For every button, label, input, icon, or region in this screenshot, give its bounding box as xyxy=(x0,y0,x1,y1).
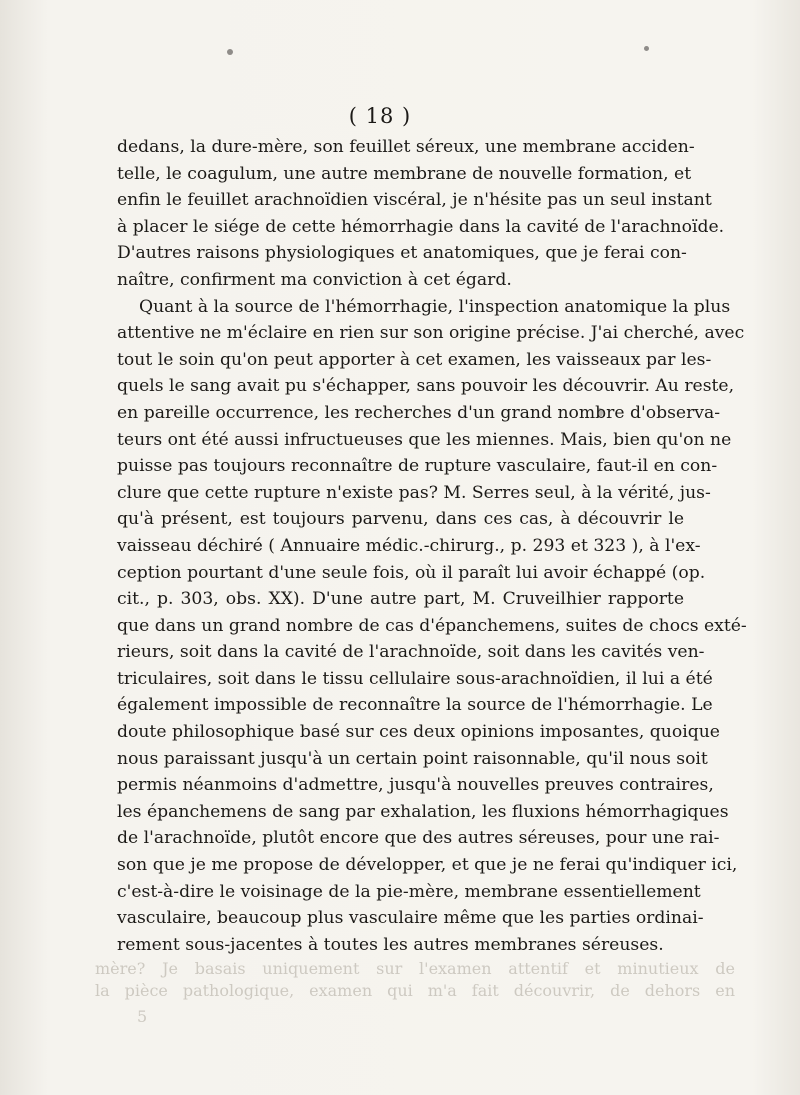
text-line: D'autres raisons physiologiques et anatomiques, que je ferai con- xyxy=(117,243,687,264)
text-line: rieurs, soit dans la cavité de l'arachnoïde, soit dans les cavités ven- xyxy=(117,642,705,663)
text-line: puisse pas toujours reconnaître de rupture vasculaire, faut-il en con- xyxy=(117,456,718,477)
text-line: les épanchemens de sang par exhalation, les fluxions hémorrhagiques xyxy=(117,801,729,822)
text-line: ception pourtant d'une seule fois, où il paraît lui avoir échappé (op. xyxy=(117,562,706,583)
bleed-through-line: la pièce pathologique, examen qui m'a fait découvrir, de dehors en xyxy=(95,981,735,1000)
text-line: que dans un grand nombre de cas d'épanchemens, suites de chocs exté- xyxy=(117,615,747,636)
text-line: permis néanmoins d'admettre, jusqu'à nouvelles preuves contraires, xyxy=(117,775,714,796)
page-number: ( 18 ) xyxy=(348,104,412,128)
text-line: qu'à présent, est toujours parvenu, dans ces cas, à découvrir le xyxy=(117,509,684,530)
bleed-through-text xyxy=(95,958,735,1026)
text-line: à placer le siége de cette hémorrhagie dans la cavité de l'arachnoïde. xyxy=(117,216,725,237)
bleed-through-line: mère? Je basais uniquement sur l'examen attentif et minutieux de xyxy=(95,959,735,978)
text-line: rement sous-jacentes à toutes les autres membranes séreuses. xyxy=(117,934,664,955)
text-line: naître, confirment ma conviction à cet égard. xyxy=(117,269,512,290)
text-line: Quant à la source de l'hémorrhagie, l'inspection anatomique la plus xyxy=(139,296,731,317)
text-line: son que je me propose de développer, et que je ne ferai qu'indiquer ici, xyxy=(117,855,738,876)
text-line: clure que cette rupture n'existe pas? M. Serres seul, à la vérité, jus- xyxy=(117,482,711,503)
text-line: de l'arachnoïde, plutôt encore que des autres séreuses, pour une rai- xyxy=(117,828,720,849)
text-line: dedans, la dure-mère, son feuillet séreux, une membrane acciden- xyxy=(117,137,695,157)
ink-spot xyxy=(644,46,649,51)
text-line: vasculaire, beaucoup plus vasculaire même que les parties ordinai- xyxy=(117,908,704,929)
text-line: vaisseau déchiré ( Annuaire médic.-chirurg., p. 293 et 323 ), à l'ex- xyxy=(117,535,701,556)
body-text xyxy=(117,134,747,958)
text-line: en pareille occurrence, les recherches d'un grand nombre d'observa- xyxy=(117,402,721,423)
text-line: doute philosophique basé sur ces deux opinions imposantes, quoique xyxy=(117,722,720,743)
text-line: triculaires, soit dans le tissu cellulaire sous-arachnoïdien, il lui a été xyxy=(117,668,713,689)
text-line: quels le sang avait pu s'échapper, sans pouvoir les découvrir. Au reste, xyxy=(117,376,735,397)
text-line: telle, le coagulum, une autre membrane de nouvelle formation, et xyxy=(117,163,692,184)
text-line: également impossible de reconnaître la source de l'hémorrhagie. Le xyxy=(117,695,713,716)
text-line: teurs ont été aussi infructueuses que les miennes. Mais, bien qu'on ne xyxy=(117,429,732,450)
text-line: tout le soin qu'on peut apporter à cet examen, les vaisseaux par les- xyxy=(117,349,712,370)
text-line: nous paraissant jusqu'à un certain point raisonnable, qu'il nous soit xyxy=(117,748,708,769)
text-line: attentive ne m'éclaire en rien sur son origine précise. J'ai cherché, avec xyxy=(117,323,745,344)
bleed-through-signature-mark: 5 xyxy=(137,1007,148,1026)
ink-spot xyxy=(227,49,233,55)
text-line: cit., p. 303, obs. XX). D'une autre part, M. Cruveilhier rapporte xyxy=(117,589,684,610)
text-line: enfin le feuillet arachnoïdien viscéral, je n'hésite pas un seul instant xyxy=(117,190,712,211)
text-line: c'est-à-dire le voisinage de la pie-mère, membrane essentiellement xyxy=(117,881,701,902)
